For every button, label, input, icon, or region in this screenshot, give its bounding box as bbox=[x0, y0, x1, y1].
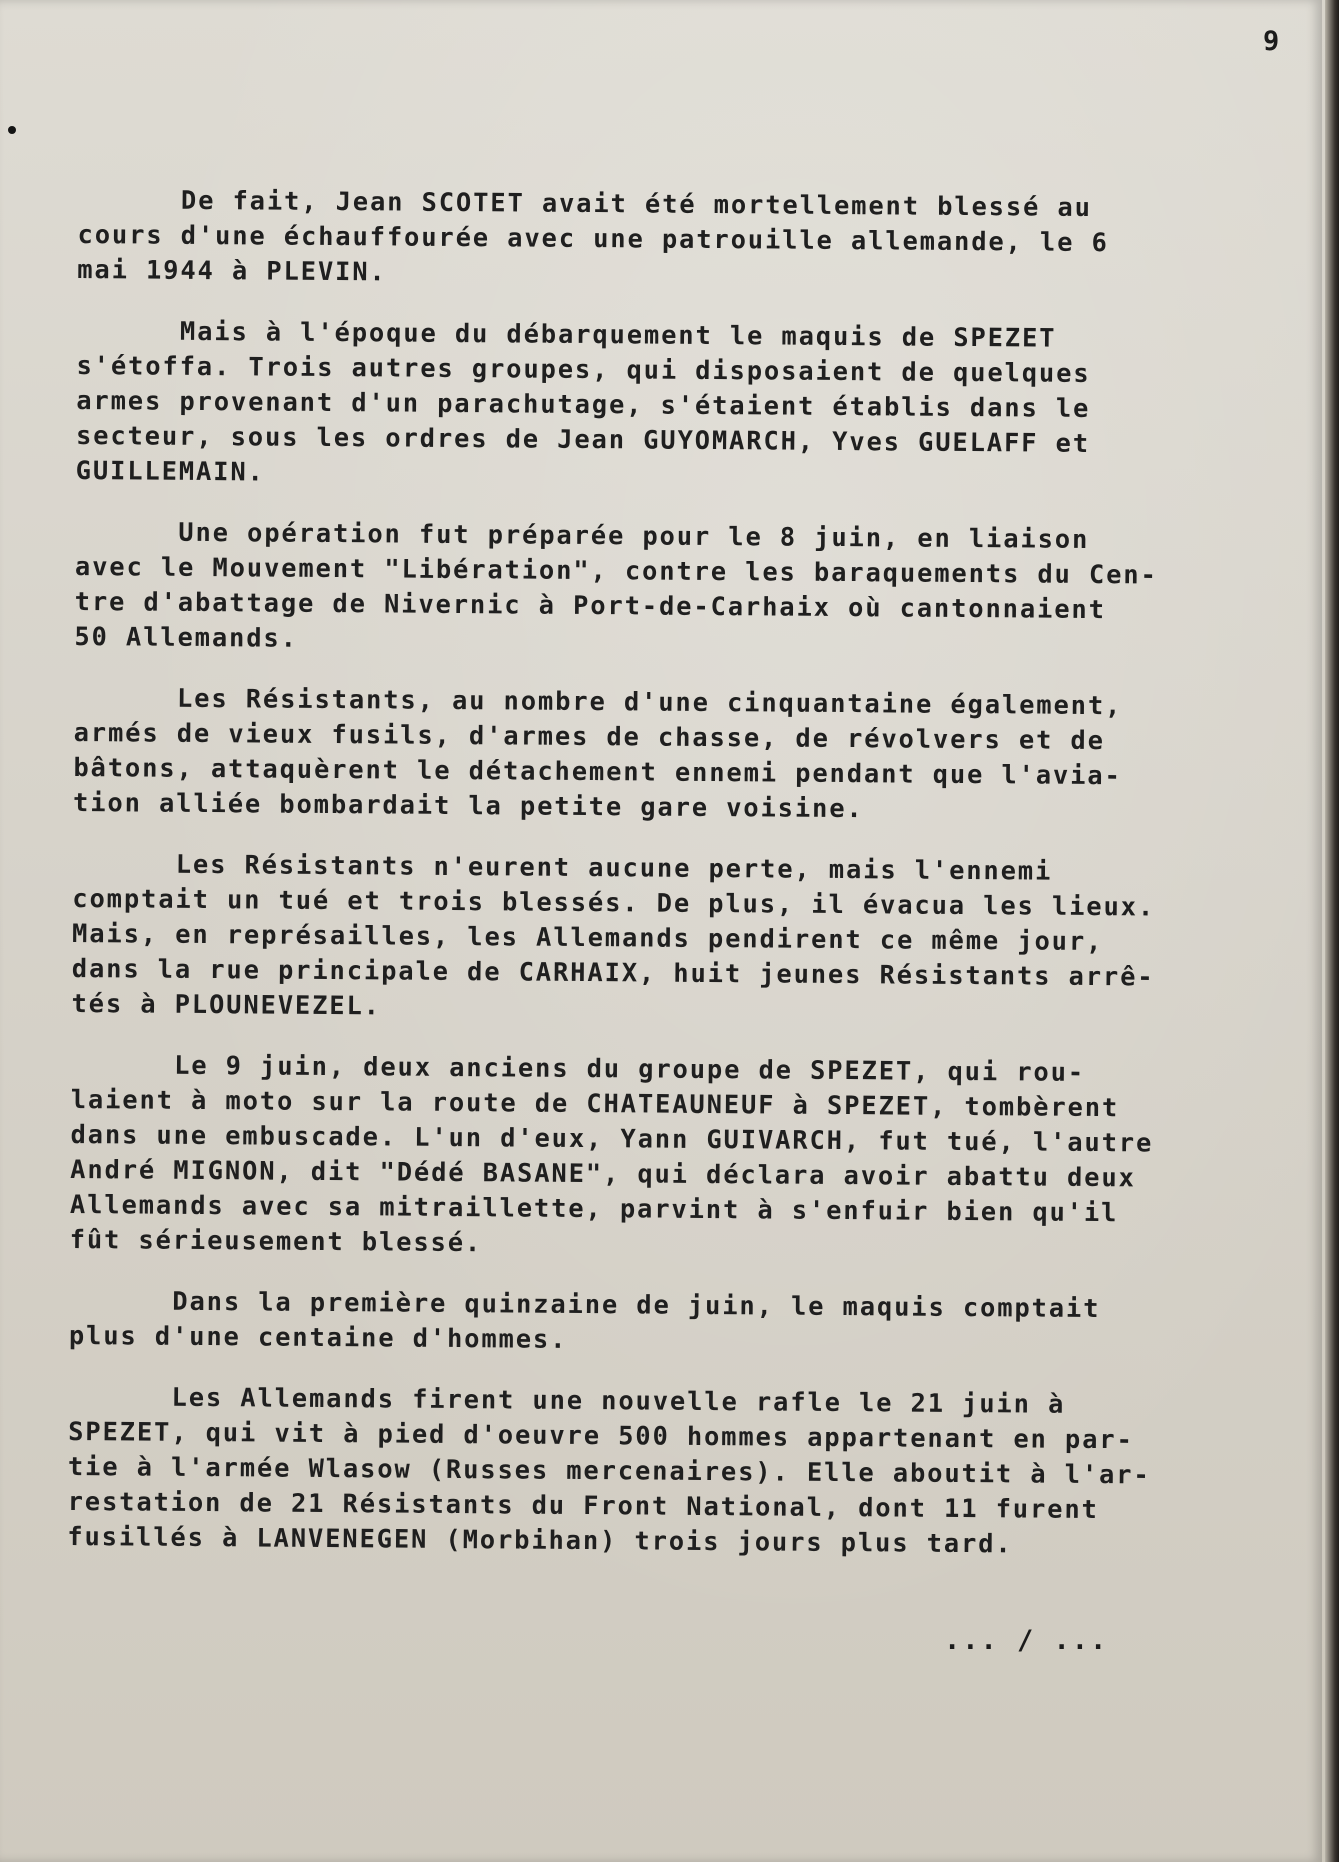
text-line: GUILLEMAIN. bbox=[75, 454, 265, 487]
paragraph-operation bbox=[74, 514, 1315, 664]
text-line: SPEZET, qui vit à pied d'oeuvre 500 hommes appartenant en par- bbox=[68, 1415, 1134, 1455]
paragraph-rafle bbox=[67, 1379, 1308, 1564]
page-number: 9 bbox=[1263, 26, 1280, 57]
page-edge-shadow bbox=[1325, 0, 1339, 1862]
text-line: secteur, sous les ordres de Jean GUYOMARCH, Yves GUELAFF et bbox=[75, 419, 1091, 458]
text-line: André MIGNON, dit "Dédé BASANE", qui déclara avoir abattu deux bbox=[70, 1153, 1136, 1193]
text-line: tre d'abattage de Nivernic à Port-de-Carhaix où cantonnaient bbox=[74, 585, 1106, 625]
text-line: tion alliée bombardait la petite gare voisine. bbox=[73, 786, 864, 824]
text-line: tie à l'armée Wlasow (Russes mercenaires). Elle aboutit à l'ar- bbox=[67, 1450, 1151, 1490]
text-line: fût sérieusement blessé. bbox=[69, 1223, 483, 1258]
continuation-mark: ... / ... bbox=[944, 1625, 1109, 1656]
text-line: Mais, en représailles, les Allemands pendirent ce même jour, bbox=[71, 917, 1104, 957]
paragraph-embuscade bbox=[70, 1047, 1312, 1267]
text-line: Le 9 juin, deux anciens du groupe de SPEZET, qui rou- bbox=[70, 1048, 1086, 1087]
page-body bbox=[67, 182, 1318, 1590]
text-line: plus d'une centaine d'hommes. bbox=[68, 1319, 568, 1354]
text-line: restation de 21 Résistants du Front National, dont 11 furent bbox=[67, 1485, 1099, 1525]
text-line: dans la rue principale de CARHAIX, huit jeunes Résistants arrê- bbox=[71, 952, 1155, 992]
text-line: Mais à l'époque du débarquement le maquis de SPEZET bbox=[76, 314, 1057, 353]
text-line: Allemands avec sa mitraillette, parvint à s'enfuir bien qu'il bbox=[69, 1188, 1119, 1228]
text-line: Une opération fut préparée pour le 8 juin, en liaison bbox=[75, 515, 1090, 554]
text-line: comptait un tué et trois blessés. De plus, il évacua les lieux. bbox=[72, 882, 1156, 922]
text-line: De fait, Jean SCOTET avait été mortellement blessé au bbox=[77, 183, 1092, 222]
paragraph-debarquement bbox=[76, 313, 1317, 498]
text-line: Dans la première quinzaine de juin, le maquis comptait bbox=[69, 1284, 1101, 1324]
text-line: avec le Mouvement "Libération", contre les baraquements du Cen- bbox=[74, 550, 1158, 590]
paragraph-quinzaine bbox=[69, 1283, 1310, 1363]
text-line: cours d'une échauffourée avec une patrouille allemande, le 6 bbox=[77, 218, 1109, 258]
text-line: s'étoffa. Trois autres groupes, qui disposaient de quelques bbox=[76, 349, 1091, 388]
paragraph-attaque bbox=[73, 680, 1314, 830]
paragraph-represailles bbox=[71, 846, 1312, 1031]
text-line: laient à moto sur la route de CHATEAUNEUF à SPEZET, tombèrent bbox=[70, 1083, 1120, 1123]
text-line: dans une embuscade. L'un d'eux, Yann GUIVARCH, fut tué, l'autre bbox=[70, 1118, 1154, 1158]
text-line: 50 Allemands. bbox=[74, 620, 298, 653]
text-line: Les Résistants, au nombre d'une cinquantaine également, bbox=[73, 681, 1123, 721]
text-line: fusillés à LANVENEGEN (Morbihan) trois jours plus tard. bbox=[67, 1520, 1013, 1559]
text-line: mai 1944 à PLEVIN. bbox=[77, 253, 387, 287]
text-line: armés de vieux fusils, d'armes de chasse, de révolvers et de bbox=[73, 716, 1105, 756]
ink-dot-mark bbox=[8, 126, 16, 134]
text-line: armes provenant d'un parachutage, s'étaient établis dans le bbox=[76, 384, 1091, 423]
text-line: bâtons, attaquèrent le détachement ennemi pendant que l'avia- bbox=[73, 751, 1122, 791]
text-line: Les Allemands firent une nouvelle rafle le 21 juin à bbox=[68, 1380, 1066, 1419]
text-line: Les Résistants n'eurent aucune perte, mais l'ennemi bbox=[72, 847, 1053, 886]
text-line: tés à PLOUNEVEZEL. bbox=[71, 987, 382, 1021]
paragraph-scotet bbox=[77, 182, 1318, 297]
